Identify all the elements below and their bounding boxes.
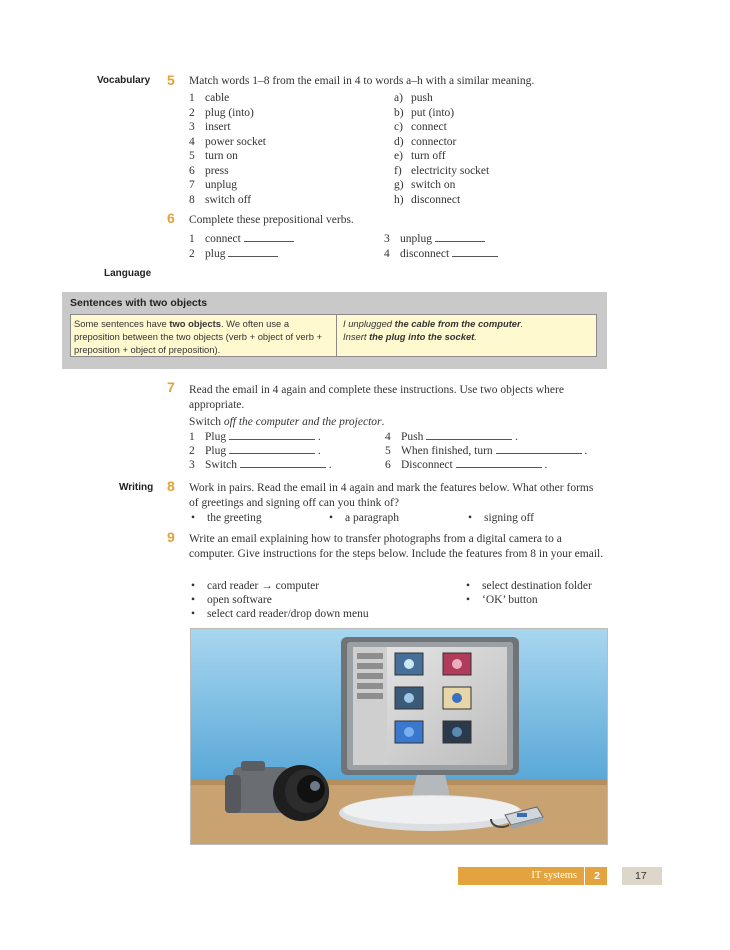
- list-item: a) push: [394, 92, 433, 104]
- grammar-box-panel: [70, 314, 597, 357]
- grammar-examples: [343, 317, 523, 343]
- list-item: 5 When finished, turn .: [385, 445, 588, 457]
- exercise-6-number: 6: [167, 210, 175, 226]
- vocabulary-label: Vocabulary: [97, 75, 151, 86]
- list-item: 4 power socket: [189, 135, 266, 148]
- list-item: f) electricity socket: [394, 164, 490, 177]
- list-item: 1 cable: [189, 92, 230, 104]
- list-item: g) switch on: [394, 179, 456, 191]
- bullet-item: • the greeting: [191, 512, 262, 524]
- footer-page-box: [622, 867, 662, 885]
- footer-unit-number: 2: [594, 870, 600, 882]
- list-item: 5 turn on: [189, 150, 238, 162]
- bullet-item: • a paragraph: [329, 512, 399, 524]
- bullet-item: • signing off: [468, 512, 534, 524]
- exercise-8-number: 8: [167, 478, 175, 494]
- list-item: 2 plug (into): [189, 106, 254, 119]
- exercise-5-instruction: Match words 1–8 from the email in 4 to words a–h with a similar meaning.: [189, 75, 535, 87]
- exercise-5-left-list: [189, 92, 266, 208]
- list-item: h) disconnect: [394, 193, 461, 206]
- list-item: b) put (into): [394, 106, 455, 119]
- exercise-9-instruction: Write an email explaining how to transfer photographs from a digital camera to a computer. Give instructions for the steps below. Include the features from 8 in your email.: [189, 533, 604, 560]
- list-item: 6 press: [189, 164, 229, 177]
- list-item: 3 Switch .: [189, 459, 332, 471]
- list-item: 1 Plug .: [189, 431, 321, 443]
- grammar-box: [62, 292, 607, 369]
- grammar-rule: Some sentences have two objects. We often use a preposition between the two objects (verb + object of verb + preposition + object of preposition).: [74, 318, 323, 355]
- illustration: [190, 628, 608, 845]
- exercise-7-instruction: Read the email in 4 again and complete these instructions. Use two objects where appropriate.: [189, 384, 564, 411]
- monitor-icon: [339, 637, 523, 831]
- footer-section-title: IT systems: [531, 870, 577, 881]
- bullet-item: • open software: [191, 594, 272, 606]
- list-item: d) connector: [394, 135, 457, 148]
- exercise-6-instruction: Complete these prepositional verbs.: [189, 214, 354, 226]
- list-item: 2 Plug .: [189, 445, 321, 457]
- bullet-item: • ‘OK’ button: [466, 594, 538, 606]
- exercise-9-number: 9: [167, 529, 175, 545]
- list-item: 7 unplug: [189, 179, 237, 191]
- exercise-5-number: 5: [167, 72, 175, 88]
- list-item: 3 unplug: [384, 232, 485, 245]
- list-item: 4 Push .: [385, 431, 518, 443]
- list-item: e) turn off: [394, 150, 446, 162]
- exercise-7-example: Switch off the computer and the projector.: [189, 416, 385, 428]
- list-item: c) connect: [394, 121, 447, 133]
- bullet-item: • select card reader/drop down menu: [191, 608, 369, 620]
- list-item: 2 plug: [189, 247, 278, 260]
- bullet-item: • select destination folder: [466, 580, 592, 592]
- camera-computer-illustration: [191, 629, 607, 844]
- grammar-box-title: Sentences with two objects: [70, 297, 208, 309]
- writing-label: Writing: [119, 482, 154, 493]
- list-item: 6 Disconnect .: [385, 459, 548, 471]
- footer-divider: [584, 867, 585, 885]
- footer-section-bar: [458, 867, 607, 885]
- exercise-5-right-list: [394, 92, 489, 208]
- bullet-item: • card reader → computer: [191, 580, 319, 592]
- list-item: 3 insert: [189, 121, 231, 133]
- grammar-example-1: I unplugged the cable from the computer.: [343, 318, 524, 329]
- list-item: 1 connect: [189, 232, 294, 245]
- list-item: 4 disconnect: [384, 247, 498, 260]
- list-item: 8 switch off: [189, 193, 252, 206]
- grammar-example-2: Insert the plug into the socket.: [343, 331, 477, 342]
- exercise-8-instruction: Work in pairs. Read the email in 4 again and mark the features below. What other forms of greetings and signing off can you think of?: [189, 482, 594, 509]
- grammar-divider: [336, 315, 337, 356]
- exercise-7-number: 7: [167, 379, 175, 395]
- camera-icon: [225, 761, 329, 821]
- language-label: Language: [104, 268, 152, 279]
- page-number: 17: [635, 870, 647, 882]
